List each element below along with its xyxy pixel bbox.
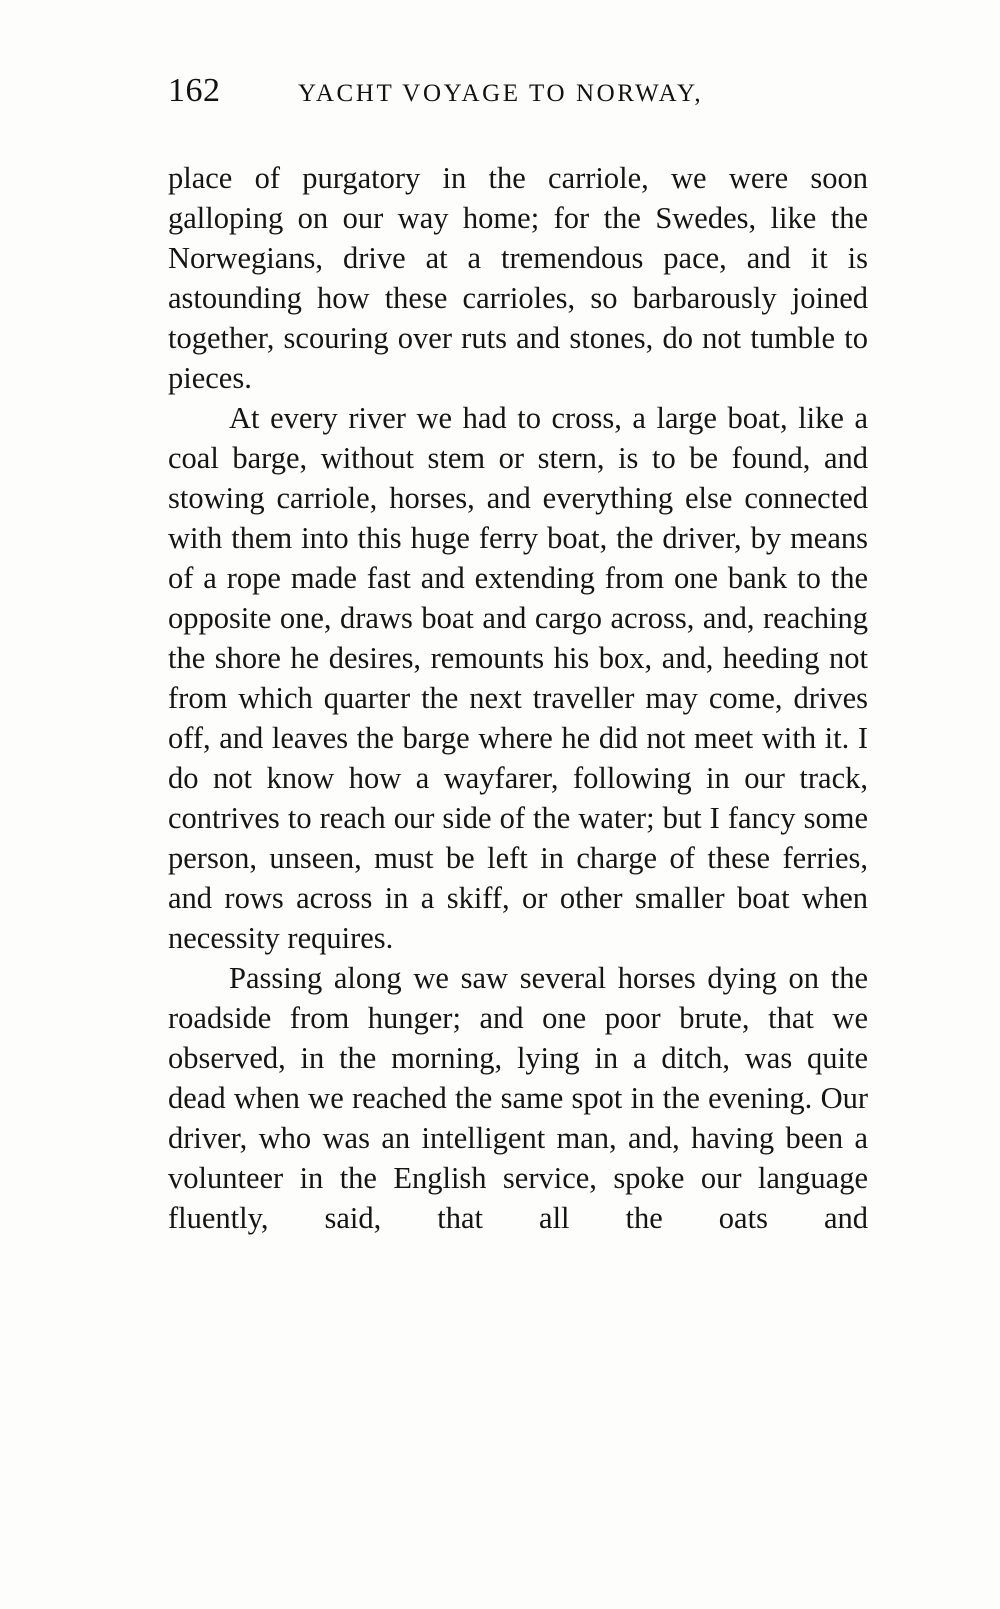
paragraph: place of purgatory in the carriole, we were soon galloping on our way home; for the Swedes, like the Norwegians, drive at a tremendous pace, and it is astounding how these carrioles, so barbarously joined together, scouring over ruts and stones, do not tumble to pieces. [168, 161, 868, 395]
page-number: 162 [168, 72, 221, 109]
page-header [168, 72, 868, 116]
body-text [168, 158, 868, 1278]
paragraph: At every river we had to cross, a large boat, like a coal barge, without stem or stern, is to be found, and stowing carriole, horses, and everything else connected with them into this huge ferry boat, the driver, by means of a rope made fast and extending from one bank to the opposite one, draws boat and cargo across, and, reaching the shore he desires, remounts his box, and, heeding not from which quarter the next traveller may come, drives off, and leaves the barge where he did not meet with it. I do not know how a wayfarer, following in our track, contrives to reach our side of the water; but I fancy some person, unseen, must be left in charge of these ferries, and rows across in a skiff, or other smaller boat when necessity requires. [168, 401, 868, 955]
running-head: YACHT VOYAGE TO NORWAY, [298, 80, 704, 107]
paragraph: Passing along we saw several horses dying on the roadside from hunger; and one poor brute, that we observed, in the morning, lying in a ditch, was quite dead when we reached the same spot in the evening. Our driver, who was an intelligent man, and, having been a volunteer in the English service, spoke our language fluently, said, that all the oats and [168, 961, 868, 1235]
